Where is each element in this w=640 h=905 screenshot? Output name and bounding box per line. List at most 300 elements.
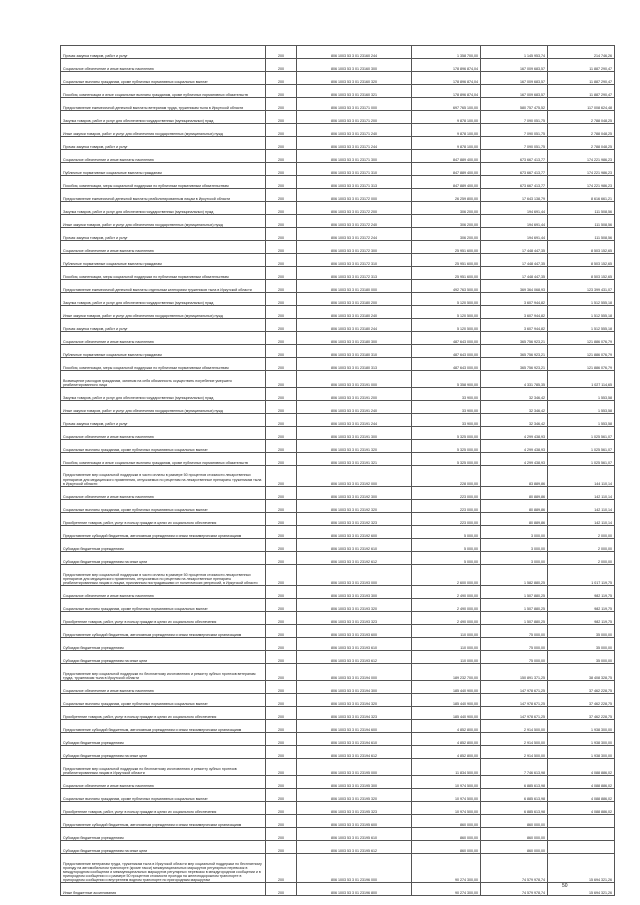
row-code-cell: 200 bbox=[266, 439, 297, 452]
row-unexecuted-cell: 123 399 431,07 bbox=[548, 279, 615, 292]
row-unexecuted-cell: 37 462 228,75 bbox=[548, 706, 615, 719]
row-unexecuted-cell: 1 017 119,75 bbox=[548, 564, 615, 585]
row-name-cell: Пособия, компенсации и иные социальные выплаты гражданам, кроме публичных нормативных обязательств bbox=[61, 452, 266, 465]
row-name-cell: Предоставление мер социальной поддержки в части оплаты в размере 50 процентов стоимости лекарственных препаратов для медицинского применения, отпускаемых по рецептам на лекарственные препараты реабилитированным лицам и лицам, признанным пострадавшими от политических репрессий, в Иркутской области bbox=[61, 564, 266, 585]
row-unexecuted-cell: 11 887 290,47 bbox=[548, 84, 615, 97]
row-code-cell: 200 bbox=[266, 266, 297, 279]
row-code-cell: 200 bbox=[266, 853, 297, 882]
table-row bbox=[61, 745, 615, 758]
row-name-cell: Закупка товаров, работ и услуг для обеспечения государственных (муниципальных) нужд bbox=[61, 387, 266, 400]
row-executed-cell: 167 009 683,57 bbox=[481, 58, 548, 71]
row-code-cell: 200 bbox=[266, 840, 297, 853]
row-classification-cell: 806 1003 53 3 01 23195 000 bbox=[297, 758, 412, 775]
table-row bbox=[61, 585, 615, 598]
row-approved-cell: 189 232 700,00 bbox=[412, 663, 481, 680]
row-approved-cell: 90 274 300,00 bbox=[412, 883, 481, 896]
row-unexecuted-cell: 4 088 886,02 bbox=[548, 758, 615, 775]
table-row bbox=[61, 227, 615, 240]
row-name-cell: Приобретение товаров, работ, услуг в пользу граждан в целях их социального обеспечения bbox=[61, 611, 266, 624]
row-approved-cell: 4 852 800,00 bbox=[412, 745, 481, 758]
row-unexecuted-cell: 1 512 555,18 bbox=[548, 305, 615, 318]
budget-table bbox=[60, 45, 615, 896]
table-row bbox=[61, 58, 615, 71]
row-code-cell: 200 bbox=[266, 71, 297, 84]
row-approved-cell: 860 000,00 bbox=[412, 827, 481, 840]
row-code-cell: 200 bbox=[266, 538, 297, 551]
row-name-cell: Предоставление субсидий бюджетным, автономным учреждениям и иным некоммерческим организациям bbox=[61, 525, 266, 538]
row-code-cell: 200 bbox=[266, 814, 297, 827]
row-approved-cell: 847 889 400,00 bbox=[412, 175, 481, 188]
row-executed-cell: 7 090 051,75 bbox=[481, 123, 548, 136]
row-code-cell: 200 bbox=[266, 680, 297, 693]
row-unexecuted-cell: 1 025 561,07 bbox=[548, 439, 615, 452]
row-code-cell: 200 bbox=[266, 745, 297, 758]
row-approved-cell: 306 200,00 bbox=[412, 201, 481, 214]
row-classification-cell: 806 1003 53 3 01 23172 000 bbox=[297, 188, 412, 201]
row-classification-cell: 806 1003 53 3 01 23195 600 bbox=[297, 814, 412, 827]
row-name-cell: Прочая закупка товаров, работ и услуг bbox=[61, 46, 266, 59]
row-name-cell: Пособия, компенсации, меры социальной поддержки по публичным нормативным обязательствам bbox=[61, 266, 266, 279]
row-classification-cell: 806 1003 53 3 01 23191 244 bbox=[297, 413, 412, 426]
row-classification-cell: 806 1003 53 3 01 23195 610 bbox=[297, 827, 412, 840]
row-approved-cell: 178 896 874,04 bbox=[412, 71, 481, 84]
row-code-cell: 200 bbox=[266, 46, 297, 59]
row-executed-cell: 673 667 413,77 bbox=[481, 149, 548, 162]
row-name-cell: Иные бюджетные ассигнования bbox=[61, 883, 266, 896]
row-approved-cell: 10 974 500,00 bbox=[412, 788, 481, 801]
row-executed-cell: 75 000,00 bbox=[481, 624, 548, 637]
budget-table-body bbox=[61, 46, 615, 896]
row-classification-cell: 806 1003 53 3 01 23192 300 bbox=[297, 486, 412, 499]
row-unexecuted-cell: 2 788 048,25 bbox=[548, 110, 615, 123]
row-name-cell: Публичные нормативные социальные выплаты гражданам bbox=[61, 162, 266, 175]
row-executed-cell: 194 691,44 bbox=[481, 227, 548, 240]
row-executed-cell: 1 582 880,25 bbox=[481, 564, 548, 585]
row-unexecuted-cell: 142 110,14 bbox=[548, 486, 615, 499]
row-code-cell: 200 bbox=[266, 344, 297, 357]
row-code-cell: 200 bbox=[266, 426, 297, 439]
row-executed-cell: 4 299 438,93 bbox=[481, 452, 548, 465]
table-row bbox=[61, 680, 615, 693]
row-name-cell: Субсидии бюджетным учреждениям на иные цели bbox=[61, 650, 266, 663]
row-name-cell: Социальное обеспечение и иные выплаты населению bbox=[61, 331, 266, 344]
table-row bbox=[61, 331, 615, 344]
table-row bbox=[61, 439, 615, 452]
row-unexecuted-cell bbox=[548, 840, 615, 853]
row-name-cell: Возмещение расходов гражданам, занятым на себя обязанность осуществить погребение умершего реабилитированного лица bbox=[61, 370, 266, 387]
table-row bbox=[61, 788, 615, 801]
row-name-cell: Субсидии бюджетным учреждениям bbox=[61, 538, 266, 551]
table-row bbox=[61, 814, 615, 827]
row-executed-cell: 147 978 671,25 bbox=[481, 680, 548, 693]
table-row bbox=[61, 266, 615, 279]
row-name-cell: Предоставление мер социальной поддержки по бесплатному изготовлению и ремонту зубных протезов реабилитированным лицам в Иркутской области bbox=[61, 758, 266, 775]
row-unexecuted-cell: 142 110,14 bbox=[548, 512, 615, 525]
row-approved-cell: 33 900,00 bbox=[412, 413, 481, 426]
row-unexecuted-cell: 982 119,75 bbox=[548, 598, 615, 611]
row-unexecuted-cell: 11 887 290,47 bbox=[548, 58, 615, 71]
row-executed-cell: 17 448 447,35 bbox=[481, 240, 548, 253]
row-name-cell: Прочая закупка товаров, работ и услуг bbox=[61, 413, 266, 426]
table-row bbox=[61, 253, 615, 266]
row-approved-cell: 25 951 600,00 bbox=[412, 253, 481, 266]
row-unexecuted-cell: 1 025 561,07 bbox=[548, 426, 615, 439]
row-classification-cell: 806 1003 53 3 01 23195 612 bbox=[297, 840, 412, 853]
row-approved-cell: 9 878 100,00 bbox=[412, 136, 481, 149]
row-approved-cell: 178 896 874,04 bbox=[412, 58, 481, 71]
row-classification-cell: 806 1003 53 3 01 23180 200 bbox=[297, 292, 412, 305]
row-code-cell: 200 bbox=[266, 693, 297, 706]
row-unexecuted-cell: 1 025 561,07 bbox=[548, 452, 615, 465]
row-name-cell: Прочая закупка товаров, работ и услуг bbox=[61, 227, 266, 240]
row-code-cell: 200 bbox=[266, 370, 297, 387]
row-classification-cell: 806 1003 53 3 01 23191 000 bbox=[297, 370, 412, 387]
row-name-cell: Социальное обеспечение и иные выплаты населению bbox=[61, 58, 266, 71]
table-row bbox=[61, 465, 615, 486]
row-name-cell: Публичные нормативные социальные выплаты гражданам bbox=[61, 253, 266, 266]
table-row bbox=[61, 758, 615, 775]
row-unexecuted-cell: 111 508,56 bbox=[548, 227, 615, 240]
row-classification-cell: 806 1003 53 3 01 23171 300 bbox=[297, 149, 412, 162]
row-approved-cell: 223 000,00 bbox=[412, 486, 481, 499]
row-classification-cell: 806 1003 53 3 01 23194 610 bbox=[297, 732, 412, 745]
row-unexecuted-cell: 121 886 076,79 bbox=[548, 357, 615, 370]
row-unexecuted-cell: 35 000,00 bbox=[548, 624, 615, 637]
row-approved-cell: 25 951 600,00 bbox=[412, 240, 481, 253]
row-classification-cell: 806 1003 53 3 01 23192 612 bbox=[297, 551, 412, 564]
row-classification-cell: 806 1003 53 3 01 23172 313 bbox=[297, 266, 412, 279]
row-name-cell: Приобретение товаров, работ, услуг в пользу граждан в целях их социального обеспечения bbox=[61, 801, 266, 814]
row-code-cell: 200 bbox=[266, 650, 297, 663]
row-name-cell: Публичные нормативные социальные выплаты гражданам bbox=[61, 344, 266, 357]
row-code-cell: 200 bbox=[266, 227, 297, 240]
row-classification-cell: 806 1003 53 3 01 23180 300 bbox=[297, 331, 412, 344]
row-executed-cell: 32 346,42 bbox=[481, 400, 548, 413]
table-row bbox=[61, 240, 615, 253]
row-code-cell: 200 bbox=[266, 123, 297, 136]
row-name-cell: Иные закупки товаров, работ и услуг для обеспечения государственных (муниципальных) нужд bbox=[61, 214, 266, 227]
row-code-cell: 200 bbox=[266, 97, 297, 110]
row-classification-cell: 806 1003 53 3 01 23192 320 bbox=[297, 499, 412, 512]
row-unexecuted-cell: 1 553,58 bbox=[548, 400, 615, 413]
row-code-cell: 200 bbox=[266, 214, 297, 227]
row-name-cell: Предоставление ежемесячной денежной выплаты отдельным категориям тружеников тыла в Иркутской области bbox=[61, 279, 266, 292]
row-executed-cell: 167 009 683,57 bbox=[481, 71, 548, 84]
table-row bbox=[61, 136, 615, 149]
row-classification-cell: 806 1003 53 3 01 23191 200 bbox=[297, 387, 412, 400]
row-approved-cell: 1 358 700,00 bbox=[412, 46, 481, 59]
row-executed-cell: 860 000,00 bbox=[481, 827, 548, 840]
row-unexecuted-cell bbox=[548, 827, 615, 840]
table-row bbox=[61, 775, 615, 788]
row-unexecuted-cell: 121 886 076,79 bbox=[548, 331, 615, 344]
row-approved-cell: 5 000,00 bbox=[412, 538, 481, 551]
row-code-cell: 200 bbox=[266, 732, 297, 745]
row-classification-cell: 806 1003 53 3 01 23194 600 bbox=[297, 719, 412, 732]
row-name-cell: Пособия, компенсации, меры социальной поддержки по публичным нормативным обязательствам bbox=[61, 357, 266, 370]
row-name-cell: Субсидии бюджетным учреждениям bbox=[61, 827, 266, 840]
row-name-cell: Социальные выплаты гражданам, кроме публичных нормативных социальных выплат bbox=[61, 499, 266, 512]
row-unexecuted-cell: 1 938 300,00 bbox=[548, 745, 615, 758]
row-code-cell: 200 bbox=[266, 201, 297, 214]
row-unexecuted-cell: 4 088 886,02 bbox=[548, 788, 615, 801]
row-executed-cell: 74 579 978,74 bbox=[481, 853, 548, 882]
row-classification-cell: 806 1003 53 3 01 23171 240 bbox=[297, 123, 412, 136]
row-code-cell: 200 bbox=[266, 706, 297, 719]
row-executed-cell: 3 607 944,82 bbox=[481, 318, 548, 331]
row-unexecuted-cell: 15 694 321,26 bbox=[548, 853, 615, 882]
row-code-cell: 200 bbox=[266, 525, 297, 538]
row-classification-cell: 806 1003 53 3 01 23160 321 bbox=[297, 84, 412, 97]
table-row bbox=[61, 305, 615, 318]
table-row bbox=[61, 400, 615, 413]
table-row bbox=[61, 201, 615, 214]
table-row bbox=[61, 452, 615, 465]
row-executed-cell: 147 978 671,25 bbox=[481, 706, 548, 719]
row-unexecuted-cell: 142 110,14 bbox=[548, 499, 615, 512]
row-unexecuted-cell: 117 008 624,48 bbox=[548, 97, 615, 110]
row-executed-cell: 17 448 447,35 bbox=[481, 266, 548, 279]
row-approved-cell: 2 490 000,00 bbox=[412, 611, 481, 624]
row-name-cell: Субсидии бюджетным учреждениям на иные цели bbox=[61, 551, 266, 564]
row-unexecuted-cell: 4 088 886,02 bbox=[548, 801, 615, 814]
row-name-cell: Социальные выплаты гражданам, кроме публичных нормативных социальных выплат bbox=[61, 598, 266, 611]
row-approved-cell: 223 000,00 bbox=[412, 499, 481, 512]
row-approved-cell: 110 000,00 bbox=[412, 650, 481, 663]
row-approved-cell: 5 358 900,00 bbox=[412, 370, 481, 387]
row-classification-cell: 806 1003 53 3 01 23193 612 bbox=[297, 650, 412, 663]
row-name-cell: Социальное обеспечение и иные выплаты населению bbox=[61, 585, 266, 598]
row-classification-cell: 806 1003 53 3 01 23171 244 bbox=[297, 136, 412, 149]
row-approved-cell: 5 325 000,00 bbox=[412, 452, 481, 465]
row-unexecuted-cell: 1 512 555,18 bbox=[548, 318, 615, 331]
row-code-cell: 200 bbox=[266, 486, 297, 499]
row-executed-cell: 150 891 371,25 bbox=[481, 663, 548, 680]
table-row bbox=[61, 525, 615, 538]
row-name-cell: Социальное обеспечение и иные выплаты населению bbox=[61, 426, 266, 439]
row-executed-cell: 80 889,86 bbox=[481, 512, 548, 525]
row-classification-cell: 806 1003 53 3 01 23194 320 bbox=[297, 693, 412, 706]
row-code-cell: 200 bbox=[266, 512, 297, 525]
row-executed-cell: 17 448 447,35 bbox=[481, 253, 548, 266]
row-approved-cell: 10 974 500,00 bbox=[412, 801, 481, 814]
table-row bbox=[61, 551, 615, 564]
row-classification-cell: 806 1003 53 3 01 23195 320 bbox=[297, 788, 412, 801]
table-row bbox=[61, 214, 615, 227]
row-approved-cell: 5 120 500,00 bbox=[412, 305, 481, 318]
row-unexecuted-cell: 1 553,58 bbox=[548, 387, 615, 400]
row-code-cell: 200 bbox=[266, 611, 297, 624]
row-approved-cell: 5 325 000,00 bbox=[412, 439, 481, 452]
row-classification-cell: 806 1003 53 3 01 23194 323 bbox=[297, 706, 412, 719]
table-row bbox=[61, 175, 615, 188]
row-name-cell: Прочая закупка товаров, работ и услуг bbox=[61, 136, 266, 149]
row-name-cell: Пособия, компенсации и иные социальные выплаты гражданам, кроме публичных нормативных обязательств bbox=[61, 84, 266, 97]
row-approved-cell: 10 974 500,00 bbox=[412, 775, 481, 788]
row-classification-cell: 806 1003 53 3 01 23191 300 bbox=[297, 426, 412, 439]
row-unexecuted-cell: 214 746,26 bbox=[548, 46, 615, 59]
row-code-cell: 200 bbox=[266, 637, 297, 650]
row-approved-cell: 2 600 000,00 bbox=[412, 564, 481, 585]
row-approved-cell: 860 000,00 bbox=[412, 814, 481, 827]
row-classification-cell: 806 1003 53 3 01 23180 310 bbox=[297, 344, 412, 357]
row-name-cell: Социальные выплаты гражданам, кроме публичных нормативных социальных выплат bbox=[61, 439, 266, 452]
row-approved-cell: 228 000,00 bbox=[412, 465, 481, 486]
row-approved-cell: 4 852 800,00 bbox=[412, 719, 481, 732]
row-approved-cell: 9 878 100,00 bbox=[412, 123, 481, 136]
row-executed-cell: 1 507 880,25 bbox=[481, 585, 548, 598]
row-approved-cell: 4 852 800,00 bbox=[412, 732, 481, 745]
row-executed-cell: 860 000,00 bbox=[481, 814, 548, 827]
row-code-cell: 200 bbox=[266, 58, 297, 71]
row-code-cell: 200 bbox=[266, 452, 297, 465]
row-classification-cell: 806 1003 53 3 01 23193 600 bbox=[297, 624, 412, 637]
row-unexecuted-cell: 37 462 228,75 bbox=[548, 693, 615, 706]
table-row bbox=[61, 46, 615, 59]
row-name-cell: Закупка товаров, работ и услуг для обеспечения государственных (муниципальных) нужд bbox=[61, 292, 266, 305]
table-row bbox=[61, 564, 615, 585]
row-unexecuted-cell bbox=[548, 814, 615, 827]
row-approved-cell: 185 440 900,00 bbox=[412, 706, 481, 719]
row-code-cell: 200 bbox=[266, 292, 297, 305]
row-classification-cell: 806 1003 53 3 01 23193 000 bbox=[297, 564, 412, 585]
row-code-cell: 200 bbox=[266, 162, 297, 175]
row-code-cell: 200 bbox=[266, 551, 297, 564]
row-code-cell: 200 bbox=[266, 499, 297, 512]
row-classification-cell: 806 1003 53 3 01 23160 244 bbox=[297, 46, 412, 59]
row-executed-cell: 1 507 880,25 bbox=[481, 611, 548, 624]
row-executed-cell: 194 691,44 bbox=[481, 201, 548, 214]
row-executed-cell: 365 756 923,21 bbox=[481, 344, 548, 357]
row-name-cell: Пособия, компенсации, меры социальной поддержки по публичным нормативным обязательствам bbox=[61, 175, 266, 188]
row-unexecuted-cell: 1 553,58 bbox=[548, 413, 615, 426]
row-unexecuted-cell: 2 788 048,25 bbox=[548, 136, 615, 149]
table-row bbox=[61, 71, 615, 84]
table-row bbox=[61, 110, 615, 123]
row-name-cell: Социальные выплаты гражданам, кроме публичных нормативных социальных выплат bbox=[61, 788, 266, 801]
row-name-cell: Социальное обеспечение и иные выплаты населению bbox=[61, 680, 266, 693]
row-name-cell: Субсидии бюджетным учреждениям на иные цели bbox=[61, 840, 266, 853]
row-code-cell: 200 bbox=[266, 788, 297, 801]
row-approved-cell: 860 000,00 bbox=[412, 840, 481, 853]
row-classification-cell: 806 1003 53 3 01 23192 000 bbox=[297, 465, 412, 486]
row-classification-cell: 806 1003 53 3 01 23171 000 bbox=[297, 97, 412, 110]
row-approved-cell: 185 440 900,00 bbox=[412, 680, 481, 693]
table-row bbox=[61, 827, 615, 840]
row-code-cell: 200 bbox=[266, 465, 297, 486]
row-classification-cell: 806 1003 53 3 01 23195 300 bbox=[297, 775, 412, 788]
row-executed-cell: 673 667 413,77 bbox=[481, 175, 548, 188]
row-name-cell: Приобретение товаров, работ, услуг в пользу граждан в целях их социального обеспечения bbox=[61, 512, 266, 525]
row-executed-cell: 2 914 500,00 bbox=[481, 719, 548, 732]
table-row bbox=[61, 370, 615, 387]
row-executed-cell: 75 000,00 bbox=[481, 637, 548, 650]
table-row bbox=[61, 883, 615, 896]
row-executed-cell: 3 607 944,82 bbox=[481, 292, 548, 305]
row-code-cell: 200 bbox=[266, 775, 297, 788]
row-unexecuted-cell: 35 000,00 bbox=[548, 637, 615, 650]
row-classification-cell: 806 1003 53 3 01 23193 320 bbox=[297, 598, 412, 611]
row-name-cell: Предоставление мер социальной поддержки по бесплатному изготовлению и ремонту зубных протезов ветеранам труда, труженикам тыла в Иркутской области bbox=[61, 663, 266, 680]
row-executed-cell: 6 885 613,98 bbox=[481, 775, 548, 788]
row-name-cell: Социальное обеспечение и иные выплаты населению bbox=[61, 486, 266, 499]
row-name-cell: Социальное обеспечение и иные выплаты населению bbox=[61, 149, 266, 162]
table-row bbox=[61, 413, 615, 426]
row-code-cell: 200 bbox=[266, 827, 297, 840]
table-row bbox=[61, 486, 615, 499]
row-classification-cell: 806 1003 53 3 01 23171 310 bbox=[297, 162, 412, 175]
row-unexecuted-cell: 8 503 152,65 bbox=[548, 253, 615, 266]
row-name-cell: Социальное обеспечение и иные выплаты населению bbox=[61, 240, 266, 253]
row-name-cell: Социальные выплаты гражданам, кроме публичных нормативных социальных выплат bbox=[61, 71, 266, 84]
row-unexecuted-cell: 174 221 986,23 bbox=[548, 149, 615, 162]
row-approved-cell: 110 000,00 bbox=[412, 624, 481, 637]
row-classification-cell: 806 1003 53 3 01 23172 300 bbox=[297, 240, 412, 253]
row-classification-cell: 806 1003 53 3 01 23194 612 bbox=[297, 745, 412, 758]
row-approved-cell: 5 120 500,00 bbox=[412, 318, 481, 331]
row-classification-cell: 806 1003 53 3 01 23180 240 bbox=[297, 305, 412, 318]
row-unexecuted-cell: 174 221 986,23 bbox=[548, 162, 615, 175]
table-row bbox=[61, 84, 615, 97]
row-code-cell: 200 bbox=[266, 149, 297, 162]
table-row bbox=[61, 801, 615, 814]
row-executed-cell: 365 756 923,21 bbox=[481, 331, 548, 344]
row-unexecuted-cell: 982 119,75 bbox=[548, 585, 615, 598]
row-unexecuted-cell: 11 887 290,47 bbox=[548, 71, 615, 84]
row-approved-cell: 178 896 874,04 bbox=[412, 84, 481, 97]
row-executed-cell: 1 145 953,74 bbox=[481, 46, 548, 59]
row-approved-cell: 5 000,00 bbox=[412, 525, 481, 538]
row-executed-cell: 2 914 500,00 bbox=[481, 745, 548, 758]
row-classification-cell: 806 1003 53 3 01 23194 000 bbox=[297, 663, 412, 680]
row-executed-cell: 32 346,42 bbox=[481, 387, 548, 400]
row-unexecuted-cell: 8 503 152,65 bbox=[548, 266, 615, 279]
row-unexecuted-cell: 144 110,14 bbox=[548, 465, 615, 486]
row-executed-cell: 7 746 613,98 bbox=[481, 758, 548, 775]
table-row bbox=[61, 499, 615, 512]
row-code-cell: 200 bbox=[266, 357, 297, 370]
row-unexecuted-cell: 35 000,00 bbox=[548, 650, 615, 663]
row-unexecuted-cell: 37 462 228,75 bbox=[548, 680, 615, 693]
row-unexecuted-cell: 174 221 986,23 bbox=[548, 175, 615, 188]
row-code-cell: 200 bbox=[266, 883, 297, 896]
table-row bbox=[61, 663, 615, 680]
row-unexecuted-cell: 1 512 555,18 bbox=[548, 292, 615, 305]
row-unexecuted-cell: 2 000,00 bbox=[548, 551, 615, 564]
row-unexecuted-cell: 8 503 152,65 bbox=[548, 240, 615, 253]
row-classification-cell: 806 1003 53 3 01 23171 200 bbox=[297, 110, 412, 123]
row-code-cell: 200 bbox=[266, 585, 297, 598]
row-approved-cell: 185 440 900,00 bbox=[412, 693, 481, 706]
row-classification-cell: 806 1003 53 3 01 23193 323 bbox=[297, 611, 412, 624]
row-name-cell: Предоставление субсидий бюджетным, автономным учреждениям и иным некоммерческим организациям bbox=[61, 719, 266, 732]
row-executed-cell: 7 090 051,75 bbox=[481, 136, 548, 149]
row-name-cell: Приобретение товаров, работ, услуг в пользу граждан в целях их социального обеспечения bbox=[61, 706, 266, 719]
row-code-cell: 200 bbox=[266, 663, 297, 680]
row-executed-cell: 167 009 683,57 bbox=[481, 84, 548, 97]
row-executed-cell: 7 090 051,75 bbox=[481, 110, 548, 123]
row-unexecuted-cell: 111 508,56 bbox=[548, 214, 615, 227]
row-unexecuted-cell: 1 938 300,00 bbox=[548, 719, 615, 732]
row-approved-cell: 2 490 000,00 bbox=[412, 585, 481, 598]
row-approved-cell: 90 274 300,00 bbox=[412, 853, 481, 882]
row-code-cell: 200 bbox=[266, 253, 297, 266]
row-approved-cell: 11 834 500,00 bbox=[412, 758, 481, 775]
row-executed-cell: 580 757 475,52 bbox=[481, 97, 548, 110]
budget-execution-table-page bbox=[60, 45, 612, 896]
row-executed-cell: 3 000,00 bbox=[481, 525, 548, 538]
row-executed-cell: 3 000,00 bbox=[481, 551, 548, 564]
